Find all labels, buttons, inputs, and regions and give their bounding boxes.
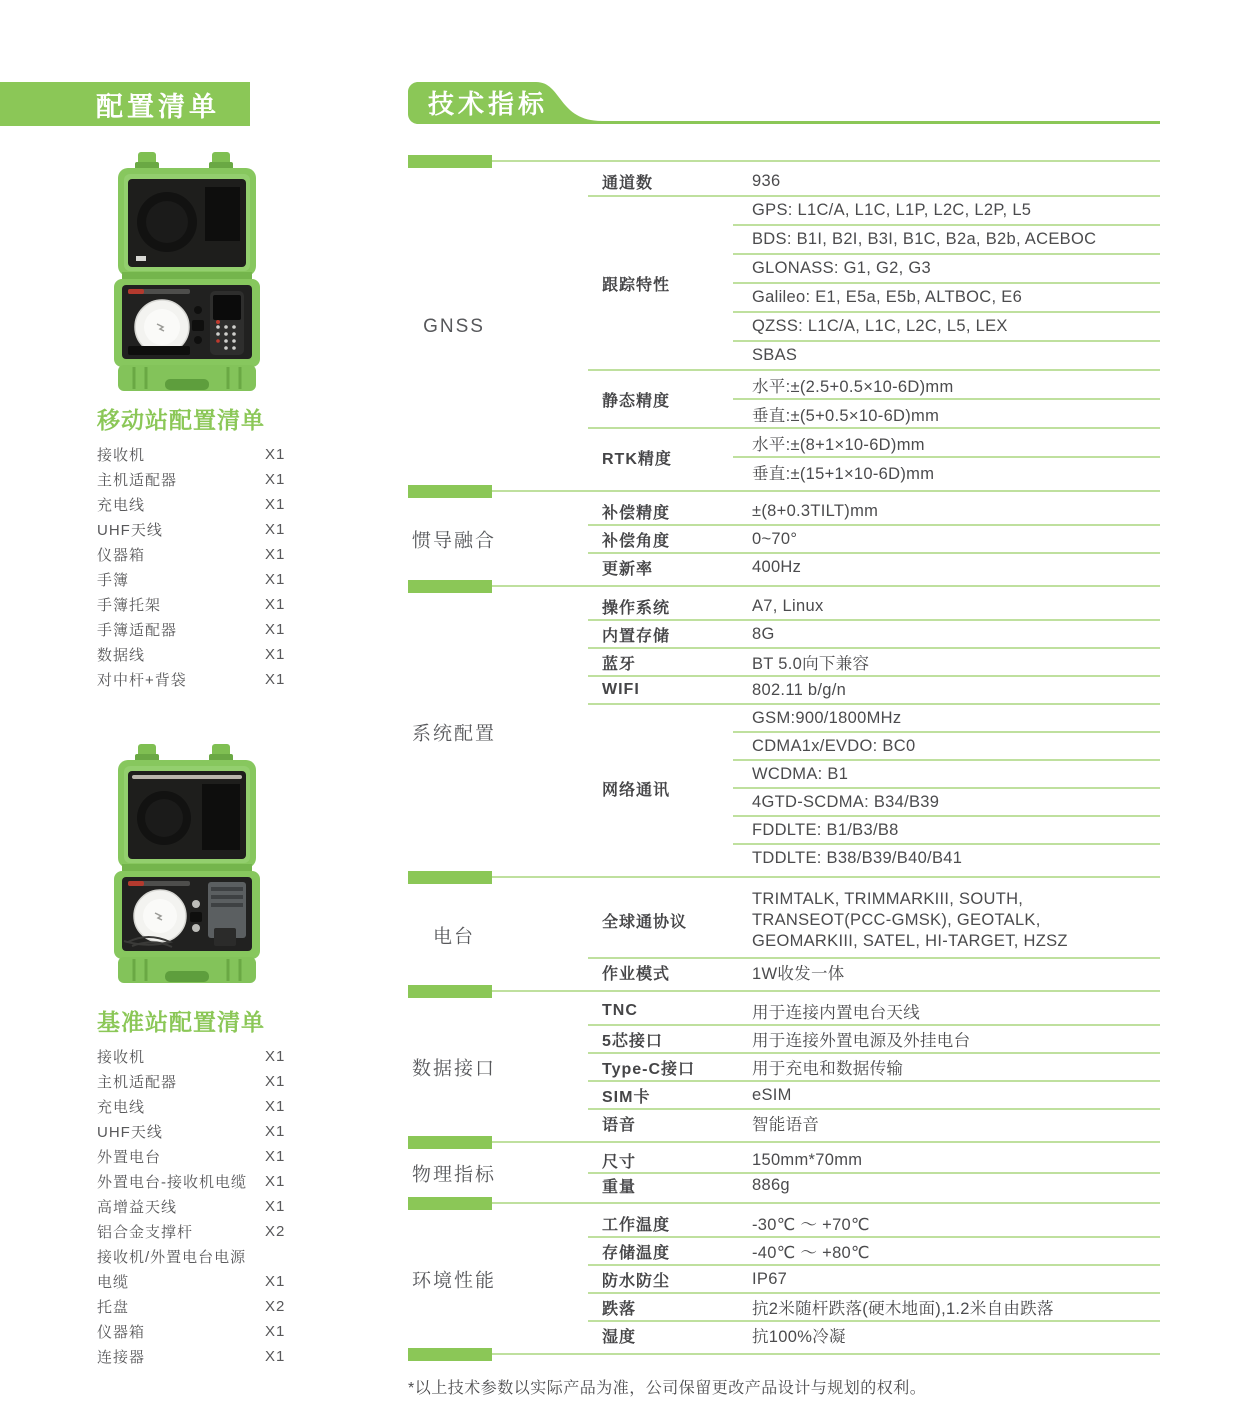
spec-group — [408, 1174, 1160, 1197]
spec-label: 网络通讯 — [602, 781, 671, 799]
mobile-list-heading: 移动站配置清单 — [97, 407, 265, 433]
spec-values — [752, 884, 1160, 957]
spec-value: 用于充电和数据传输 — [752, 1060, 904, 1078]
item-qty: X1 — [265, 596, 286, 613]
item-qty: X1 — [265, 496, 286, 513]
item-name: 接收机 — [97, 1049, 146, 1066]
tech-specs-banner-title: 技术指标 — [428, 88, 549, 119]
spec-group — [408, 168, 1160, 195]
item-name: 仪器箱 — [97, 547, 146, 564]
item-qty: X1 — [265, 1123, 286, 1140]
item-qty: X1 — [265, 1098, 286, 1115]
spec-value: 抗2米随杆跌落(硬木地面),1.2米自由跌落 — [752, 1300, 1054, 1318]
spec-value: WCDMA: B1 — [752, 764, 849, 783]
spec-group — [408, 677, 1160, 703]
spec-values — [752, 429, 1160, 485]
spec-value: 垂直:±(15+1×10-6D)mm — [752, 464, 935, 483]
config-list-item — [97, 1094, 377, 1119]
spec-section-name: 物理指标 — [411, 1164, 496, 1186]
spec-value: -40℃ ～ +80℃ — [752, 1244, 870, 1262]
config-list-item — [97, 1219, 377, 1244]
spec-label: 补偿角度 — [602, 532, 671, 550]
spec-group — [408, 429, 1160, 485]
spec-label: 防水防尘 — [602, 1272, 671, 1290]
spec-value: 用于连接内置电台天线 — [752, 1004, 920, 1022]
spec-label: TNC — [602, 1002, 638, 1019]
spec-value: GPS: L1C/A, L1C, L1P, L2C, L2P, L5 — [752, 201, 1032, 219]
spec-value: 886g — [752, 1176, 790, 1194]
section-divider — [408, 985, 1160, 998]
spec-section-name: GNSS — [423, 315, 485, 337]
config-list-item — [97, 642, 377, 667]
spec-value: 抗100%冷凝 — [752, 1328, 846, 1346]
section-divider-line — [492, 585, 1160, 587]
item-name: 外置电台-接收机电缆 — [97, 1174, 247, 1191]
spec-group — [408, 1266, 1160, 1292]
section-divider — [408, 155, 1160, 168]
section-divider — [408, 580, 1160, 593]
item-qty: X1 — [265, 1148, 286, 1165]
spec-group — [408, 1238, 1160, 1264]
spec-group — [408, 526, 1160, 552]
spec-values — [752, 1210, 1160, 1236]
spec-group — [408, 1149, 1160, 1172]
config-list-item — [97, 1244, 377, 1269]
spec-label: 全球通协议 — [602, 914, 688, 931]
spec-group — [408, 554, 1160, 580]
item-qty: X1 — [265, 1323, 286, 1340]
spec-values — [752, 1082, 1160, 1108]
config-list-banner: 配置清单 — [0, 82, 250, 126]
spec-values — [752, 649, 1160, 675]
spec-group — [408, 593, 1160, 619]
spec-values — [752, 1149, 1160, 1172]
item-name: 仪器箱 — [97, 1324, 146, 1341]
tech-specs-panel — [408, 82, 1160, 1398]
item-name: 手簿托架 — [97, 597, 162, 614]
spec-section — [408, 1210, 1160, 1348]
spec-value — [752, 884, 1160, 957]
section-divider-bar — [408, 485, 492, 498]
spec-section — [408, 498, 1160, 580]
spec-value: 水平:±(2.5+0.5×10-6D)mm — [752, 377, 954, 396]
spec-table — [408, 155, 1160, 1361]
item-name: 高增益天线 — [97, 1199, 178, 1216]
spec-value: Galileo: E1, E5a, E5b, ALTBOC, E6 — [752, 288, 1023, 306]
spec-values — [752, 1054, 1160, 1080]
spec-value: 150mm*70mm — [752, 1151, 863, 1169]
spec-label: 湿度 — [602, 1328, 637, 1346]
config-list-item — [97, 617, 377, 642]
section-divider-line — [492, 160, 1160, 162]
spec-label: Type-C接口 — [602, 1060, 696, 1078]
spec-section — [408, 1149, 1160, 1197]
config-list-item — [97, 442, 377, 467]
item-name: 充电线 — [97, 1099, 146, 1116]
item-qty: X1 — [265, 571, 286, 588]
item-qty: X1 — [265, 521, 286, 538]
spec-value-line: TRANSEOT(PCC-GMSK), GEOTALK, — [752, 911, 1041, 929]
spec-section-name: 电台 — [432, 926, 475, 947]
spec-values — [752, 168, 1160, 195]
base-list-heading: 基准站配置清单 — [97, 1009, 265, 1035]
spec-group — [408, 705, 1160, 871]
item-qty: X1 — [265, 1198, 286, 1215]
config-list-item — [97, 1194, 377, 1219]
spec-group — [408, 1322, 1160, 1348]
mobile-station-case-photo — [112, 150, 262, 396]
section-divider-line — [492, 1141, 1160, 1143]
spec-section — [408, 998, 1160, 1136]
spec-label: 语音 — [602, 1116, 637, 1134]
spec-label: 存储温度 — [602, 1244, 671, 1262]
config-list-item — [97, 567, 377, 592]
spec-values — [752, 1174, 1160, 1197]
spec-value: -30℃ ～ +70℃ — [752, 1216, 870, 1234]
section-divider-line — [492, 990, 1160, 992]
spec-label: 跌落 — [602, 1300, 637, 1318]
item-name: UHF天线 — [97, 1124, 163, 1141]
item-qty: X2 — [265, 1298, 286, 1315]
spec-value: 8G — [752, 624, 775, 643]
section-divider-bar — [408, 155, 492, 168]
spec-label: 作业模式 — [602, 965, 671, 983]
section-divider — [408, 485, 1160, 498]
section-divider — [408, 1348, 1160, 1361]
section-divider-line — [492, 1353, 1160, 1355]
config-list-item — [97, 667, 377, 692]
spec-value: GLONASS: G1, G2, G3 — [752, 259, 932, 277]
item-name: 数据线 — [97, 647, 146, 664]
item-name: 主机适配器 — [97, 472, 178, 489]
section-divider-line — [492, 1202, 1160, 1204]
spec-value: eSIM — [752, 1085, 792, 1104]
config-list-item — [97, 492, 377, 517]
item-name: 手簿适配器 — [97, 622, 178, 639]
config-list-item — [97, 1144, 377, 1169]
section-divider-bar — [408, 871, 492, 884]
item-qty: X1 — [265, 621, 286, 638]
item-qty: X1 — [265, 671, 286, 688]
spec-values — [752, 1266, 1160, 1292]
spec-group — [408, 1026, 1160, 1052]
spec-values — [752, 498, 1160, 524]
spec-value-line: TRIMTALK, TRIMMARKIII, SOUTH, — [752, 890, 1024, 908]
spec-section-name: 环境性能 — [411, 1270, 496, 1292]
spec-value: QZSS: L1C/A, L1C, L2C, L5, LEX — [752, 317, 1008, 335]
tech-specs-banner — [408, 82, 1160, 124]
spec-value: GSM:900/1800MHz — [752, 708, 902, 727]
spec-label: 内置存储 — [602, 627, 671, 645]
base-station-case-photo — [112, 742, 262, 988]
config-list-item — [97, 1044, 377, 1069]
spec-label: 通道数 — [602, 175, 654, 192]
spec-value: 垂直:±(5+0.5×10-6D)mm — [752, 406, 940, 425]
spec-values — [752, 998, 1160, 1024]
spec-values — [752, 621, 1160, 647]
spec-value: 0~70° — [752, 529, 798, 548]
section-divider-line — [492, 876, 1160, 878]
spec-value: 802.11 b/g/n — [752, 680, 847, 699]
spec-group — [408, 498, 1160, 524]
base-config-list — [97, 1044, 377, 1369]
spec-group — [408, 959, 1160, 985]
section-divider — [408, 1136, 1160, 1149]
spec-group — [408, 649, 1160, 675]
spec-values — [752, 526, 1160, 552]
spec-value: 水平:±(8+1×10-6D)mm — [752, 435, 925, 454]
spec-label: 跟踪特性 — [602, 276, 671, 294]
spec-section-name: 数据接口 — [411, 1058, 496, 1080]
spec-label: 蓝牙 — [602, 655, 637, 673]
config-list-item — [97, 1294, 377, 1319]
item-name: 连接器 — [97, 1349, 146, 1366]
spec-value: BDS: B1I, B2I, B3I, B1C, B2a, B2b, ACEBOC — [752, 230, 1097, 248]
config-list-item — [97, 1319, 377, 1344]
spec-value: TDDLTE: B38/B39/B40/B41 — [752, 848, 963, 867]
spec-value: 4GTD-SCDMA: B34/B39 — [752, 792, 940, 811]
spec-label: 重量 — [602, 1179, 637, 1196]
spec-value-line: GEOMARKIII, SATEL, HI-TARGET, HZSZ — [752, 932, 1068, 950]
config-list-item — [97, 517, 377, 542]
spec-label: WIFI — [602, 681, 640, 698]
spec-values — [752, 1322, 1160, 1348]
item-qty: X2 — [265, 1223, 286, 1240]
spec-value: SBAS — [752, 346, 798, 364]
case-illustration — [112, 742, 262, 988]
spec-group — [408, 1082, 1160, 1108]
item-name: 托盘 — [97, 1299, 130, 1316]
config-list-item — [97, 1269, 377, 1294]
spec-label: SIM卡 — [602, 1088, 651, 1106]
item-qty: X1 — [265, 1273, 286, 1290]
spec-values — [752, 593, 1160, 619]
spec-label: 更新率 — [602, 560, 654, 578]
item-name: 外置电台 — [97, 1149, 162, 1166]
spec-section-name: 惯导融合 — [411, 530, 496, 552]
spec-group — [408, 621, 1160, 647]
spec-value: 用于连接外置电源及外挂电台 — [752, 1032, 971, 1050]
spec-values — [752, 197, 1160, 369]
section-divider-bar — [408, 1348, 492, 1361]
spec-value: BT 5.0向下兼容 — [752, 655, 870, 673]
item-qty: X1 — [265, 1073, 286, 1090]
config-list-item — [97, 592, 377, 617]
spec-values — [752, 677, 1160, 703]
spec-label: RTK精度 — [602, 450, 672, 468]
item-name: 电缆 — [97, 1274, 130, 1291]
item-name: 接收机/外置电台电源 — [97, 1249, 247, 1266]
item-name: 对中杆+背袋 — [97, 672, 187, 689]
spec-value: FDDLTE: B1/B3/B8 — [752, 820, 899, 839]
spec-group — [408, 1054, 1160, 1080]
spec-value: IP67 — [752, 1269, 788, 1288]
item-qty: X1 — [265, 1173, 286, 1190]
item-qty: X1 — [265, 546, 286, 563]
spec-values — [752, 1110, 1160, 1136]
spec-values — [752, 554, 1160, 580]
config-list-item — [97, 467, 377, 492]
footnote: *以上技术参数以实际产品为准，公司保留更改产品设计与规划的权利。 — [408, 1380, 927, 1397]
section-divider — [408, 871, 1160, 884]
spec-value: 1W收发一体 — [752, 965, 845, 983]
config-list-item — [97, 542, 377, 567]
section-divider — [408, 1197, 1160, 1210]
spec-label: 操作系统 — [602, 599, 671, 617]
spec-values — [752, 1238, 1160, 1264]
item-name: 接收机 — [97, 447, 146, 464]
spec-section-name: 系统配置 — [411, 723, 496, 745]
spec-section — [408, 593, 1160, 871]
spec-values — [752, 371, 1160, 427]
spec-value: CDMA1x/EVDO: BC0 — [752, 736, 916, 755]
spec-value: 936 — [752, 172, 781, 190]
spec-label: 静态精度 — [602, 392, 671, 410]
mobile-config-list — [97, 442, 377, 692]
item-name: 铝合金支撑杆 — [97, 1224, 194, 1241]
spec-group — [408, 884, 1160, 957]
section-divider-bar — [408, 1136, 492, 1149]
spec-value: 400Hz — [752, 557, 802, 576]
spec-group — [408, 1294, 1160, 1320]
section-divider-bar — [408, 1197, 492, 1210]
spec-value: A7, Linux — [752, 596, 824, 615]
spec-label: 补偿精度 — [602, 504, 671, 522]
case-illustration — [112, 150, 262, 396]
item-qty: X1 — [265, 471, 286, 488]
section-divider-line — [492, 490, 1160, 492]
spec-values — [752, 705, 1160, 871]
section-divider-bar — [408, 985, 492, 998]
spec-group — [408, 197, 1160, 369]
spec-label: 5芯接口 — [602, 1032, 663, 1050]
config-list-item — [97, 1344, 377, 1369]
spec-section — [408, 168, 1160, 485]
spec-group — [408, 1210, 1160, 1236]
config-list-item — [97, 1169, 377, 1194]
config-list-item — [97, 1119, 377, 1144]
section-divider-bar — [408, 580, 492, 593]
item-name: 手簿 — [97, 572, 130, 589]
config-list-item — [97, 1069, 377, 1094]
spec-group — [408, 1110, 1160, 1136]
spec-label: 工作温度 — [602, 1216, 671, 1234]
spec-value: 智能语音 — [752, 1116, 820, 1134]
spec-label: 尺寸 — [602, 1154, 637, 1171]
spec-values — [752, 1294, 1160, 1320]
spec-values — [752, 959, 1160, 985]
item-name: 充电线 — [97, 497, 146, 514]
spec-section — [408, 884, 1160, 985]
item-qty: X1 — [265, 1048, 286, 1065]
item-name: 主机适配器 — [97, 1074, 178, 1091]
item-qty: X1 — [265, 1348, 286, 1365]
item-qty: X1 — [265, 646, 286, 663]
spec-value: ±(8+0.3TILT)mm — [752, 501, 879, 520]
item-name: UHF天线 — [97, 522, 163, 539]
spec-group — [408, 998, 1160, 1024]
spec-group — [408, 371, 1160, 427]
spec-values — [752, 1026, 1160, 1052]
item-qty: X1 — [265, 446, 286, 463]
